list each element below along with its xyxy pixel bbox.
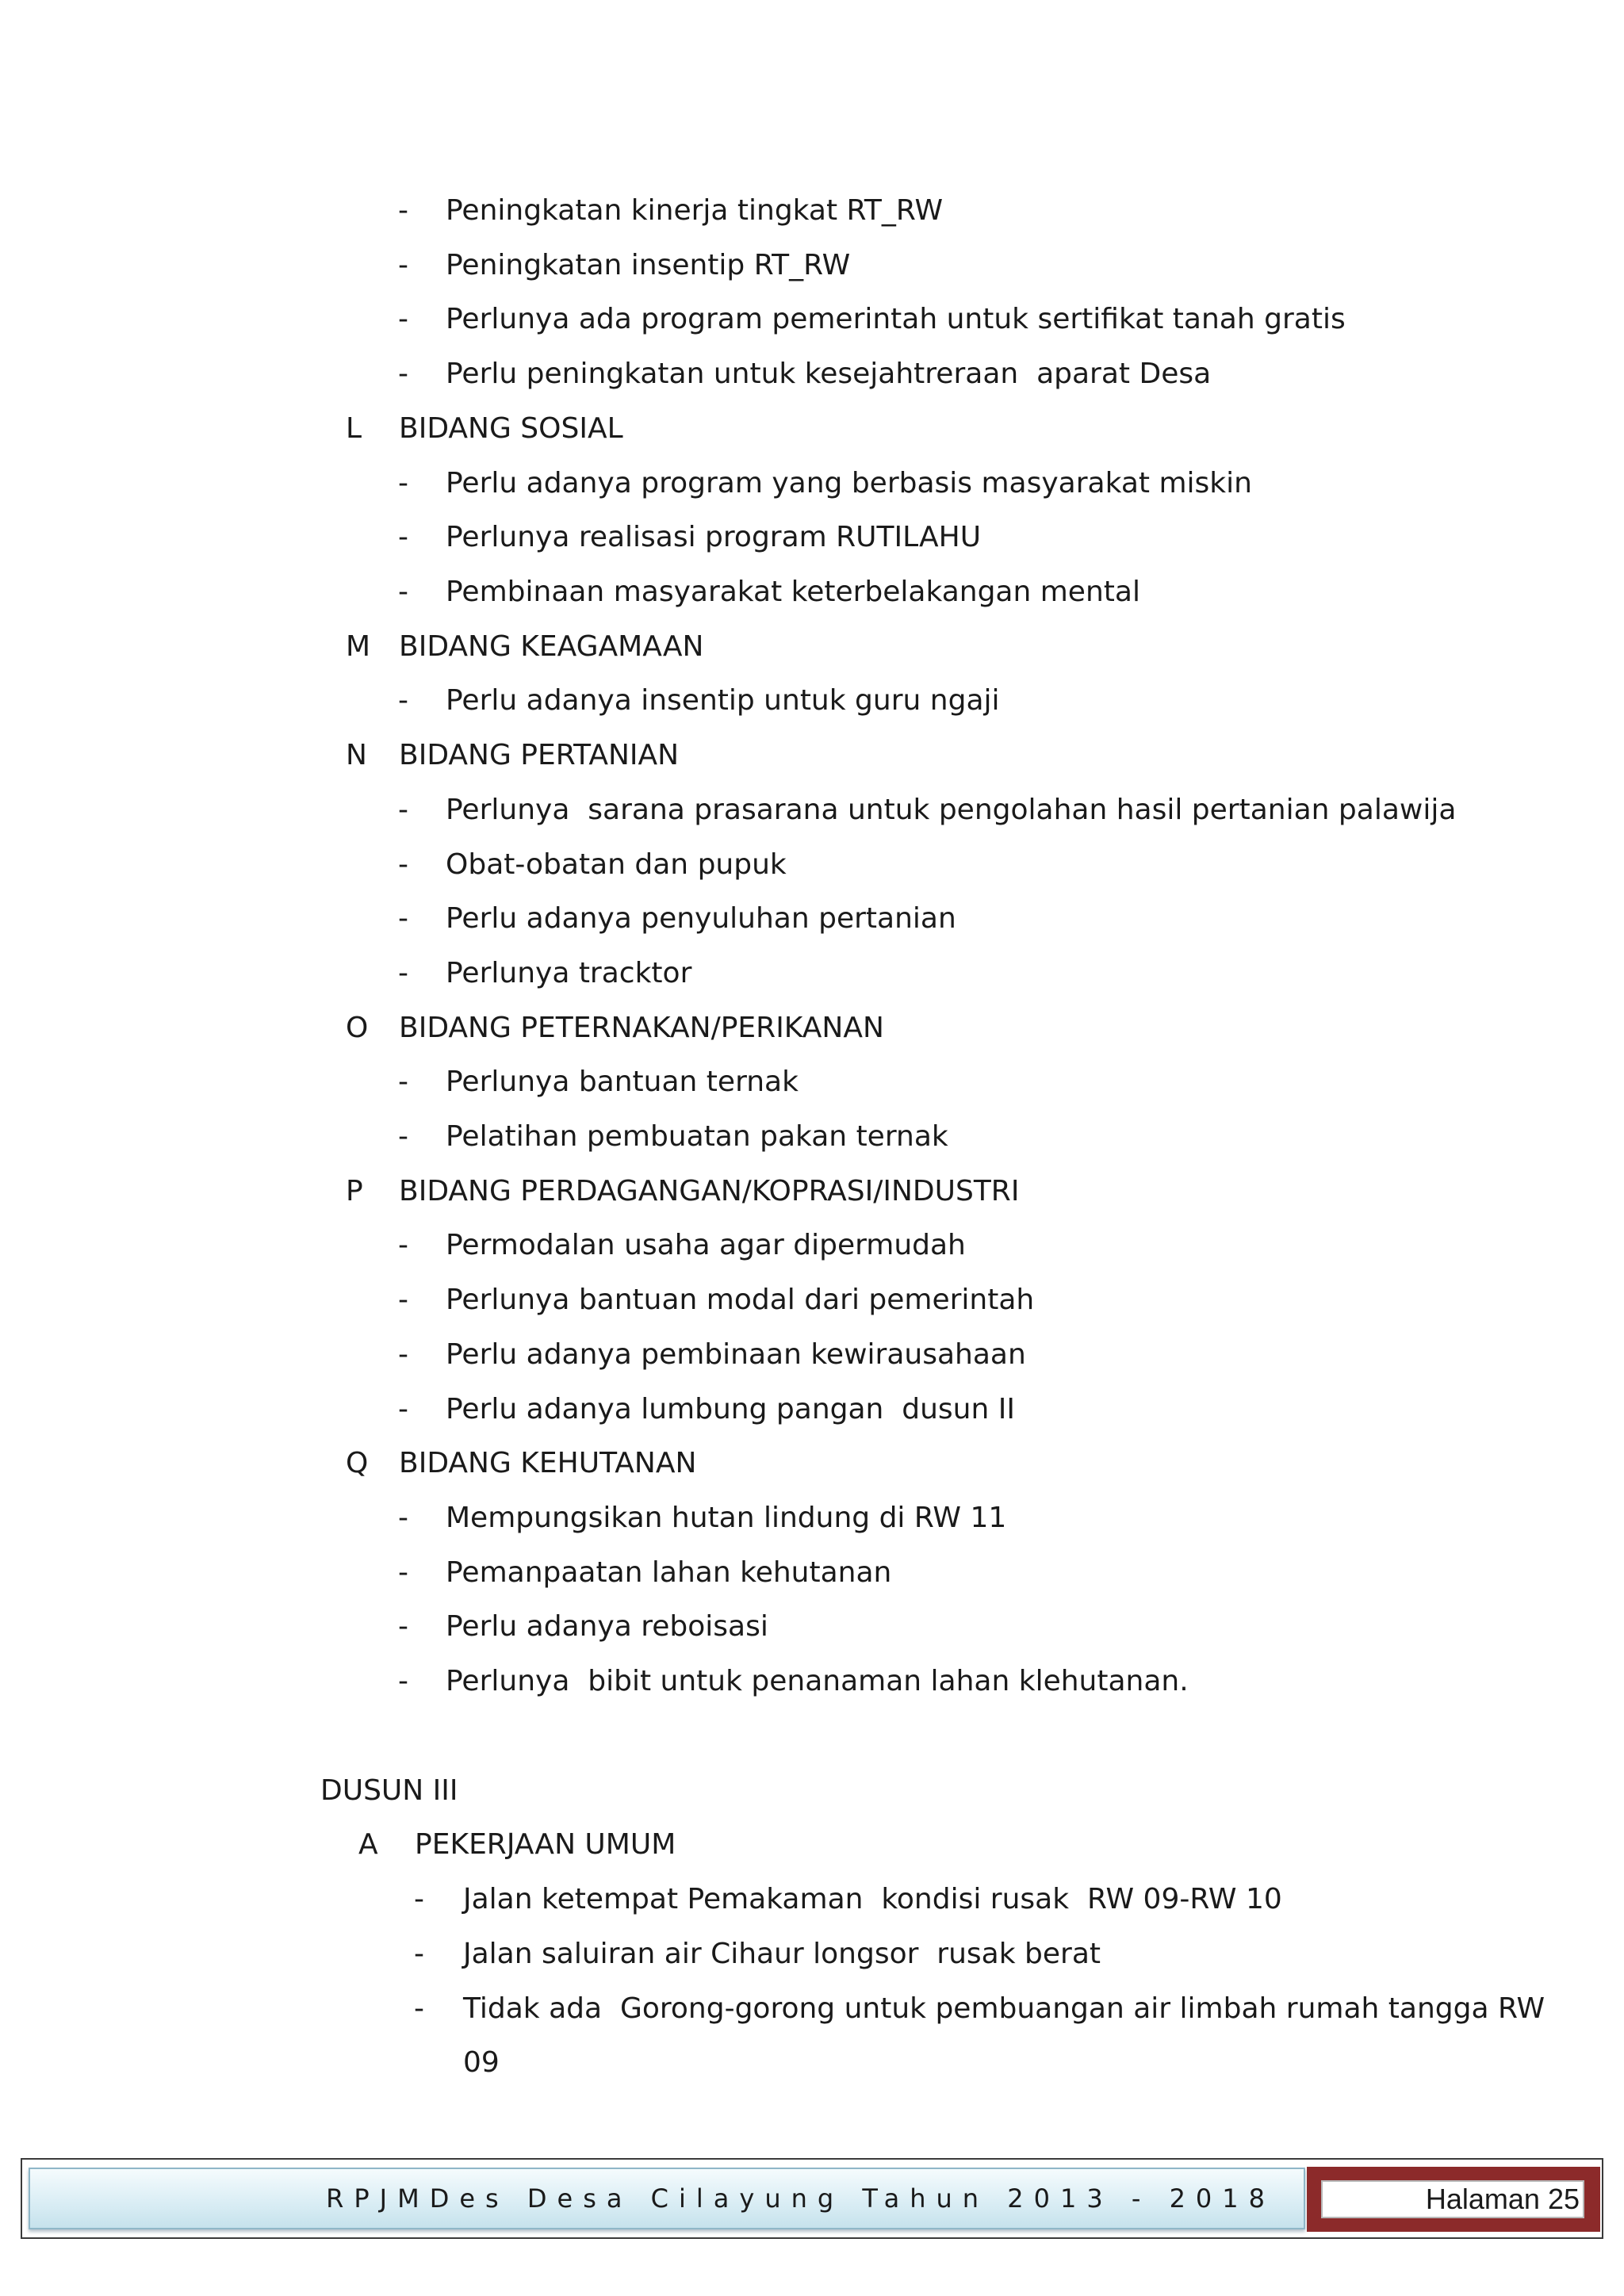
page-number: Halaman 25 xyxy=(1425,2183,1580,2215)
section-letter: M xyxy=(346,630,371,663)
section-letter: A xyxy=(358,1828,378,1861)
list-item: Pelatihan pembuatan pakan ternak xyxy=(446,1120,948,1153)
list-bullet-dash: - xyxy=(398,249,408,281)
list-bullet-dash: - xyxy=(398,848,408,881)
list-bullet-dash: - xyxy=(398,1338,408,1371)
list-item: Jalan saluiran air Cihaur longsor rusak berat xyxy=(463,1938,1101,1970)
section-letter: L xyxy=(346,412,362,445)
list-item: Jalan ketempat Pemakaman kondisi rusak RW 09-RW 10 xyxy=(463,1883,1282,1915)
section-heading: BIDANG PERDAGANGAN/KOPRASI/INDUSTRI xyxy=(399,1175,1020,1207)
section-letter: P xyxy=(346,1175,363,1207)
section-letter: N xyxy=(346,739,367,771)
list-item: Perlunya realisasi program RUTILAHU xyxy=(446,521,982,553)
list-bullet-dash: - xyxy=(398,957,408,989)
list-item: Permodalan usaha agar dipermudah xyxy=(446,1229,966,1261)
list-item: Peningkatan kinerja tingkat RT_RW xyxy=(446,194,944,227)
list-item-continuation: 09 xyxy=(463,2046,500,2079)
section-heading: BIDANG PERTANIAN xyxy=(399,739,680,771)
list-item: Perlunya bantuan ternak xyxy=(446,1066,799,1098)
list-item: Perlu adanya reboisasi xyxy=(446,1610,768,1643)
list-bullet-dash: - xyxy=(398,576,408,608)
list-item: Perlunya ada program pemerintah untuk sertifikat tanah gratis xyxy=(446,303,1346,335)
list-bullet-dash: - xyxy=(398,684,408,717)
list-bullet-dash: - xyxy=(398,1229,408,1261)
list-bullet-dash: - xyxy=(398,467,408,499)
list-bullet-dash: - xyxy=(398,1556,408,1589)
list-item: Perlunya bantuan modal dari pemerintah xyxy=(446,1284,1035,1316)
list-bullet-dash: - xyxy=(398,194,408,227)
list-item: Pembinaan masyarakat keterbelakangan mental xyxy=(446,576,1140,608)
list-item: Mempungsikan hutan lindung di RW 11 xyxy=(446,1502,1007,1534)
list-item: Obat-obatan dan pupuk xyxy=(446,848,787,881)
list-bullet-dash: - xyxy=(398,794,408,826)
dusun-heading: DUSUN III xyxy=(320,1774,458,1807)
list-bullet-dash: - xyxy=(398,1665,408,1697)
section-heading: BIDANG KEHUTANAN xyxy=(399,1447,697,1479)
list-bullet-dash: - xyxy=(398,1610,408,1643)
list-bullet-dash: - xyxy=(414,1938,424,1970)
list-item: Pemanpaatan lahan kehutanan xyxy=(446,1556,892,1589)
list-bullet-dash: - xyxy=(398,1284,408,1316)
list-item: Perlu adanya program yang berbasis masyarakat miskin xyxy=(446,467,1252,499)
section-heading: BIDANG PETERNAKAN/PERIKANAN xyxy=(399,1012,884,1044)
list-item: Perlu peningkatan untuk kesejahtreraan aparat Desa xyxy=(446,358,1212,390)
section-heading: BIDANG KEAGAMAAN xyxy=(399,630,704,663)
list-item: Perlu adanya insentip untuk guru ngaji xyxy=(446,684,1000,717)
list-item: Perlu adanya pembinaan kewirausahaan xyxy=(446,1338,1026,1371)
list-bullet-dash: - xyxy=(398,902,408,935)
list-bullet-dash: - xyxy=(414,1992,424,2025)
list-bullet-dash: - xyxy=(398,1502,408,1534)
list-bullet-dash: - xyxy=(414,1883,424,1915)
list-item: Perlu adanya penyuluhan pertanian xyxy=(446,902,956,935)
list-bullet-dash: - xyxy=(398,303,408,335)
footer-title: RPJMDes Desa Cilayung Tahun 2013 - 2018 xyxy=(326,2183,1275,2214)
section-letter: Q xyxy=(346,1447,369,1479)
list-item: Perlunya sarana prasarana untuk pengolahan hasil pertanian palawija xyxy=(446,794,1457,826)
list-item: Perlunya bibit untuk penanaman lahan klehutanan. xyxy=(446,1665,1189,1697)
section-letter: O xyxy=(346,1012,369,1044)
section-heading: BIDANG SOSIAL xyxy=(399,412,623,445)
list-bullet-dash: - xyxy=(398,358,408,390)
list-item: Perlu adanya lumbung pangan dusun II xyxy=(446,1393,1015,1425)
list-bullet-dash: - xyxy=(398,1120,408,1153)
list-item: Perlunya tracktor xyxy=(446,957,692,989)
list-bullet-dash: - xyxy=(398,1066,408,1098)
list-item: Tidak ada Gorong-gorong untuk pembuangan air limbah rumah tangga RW xyxy=(463,1992,1545,2025)
list-bullet-dash: - xyxy=(398,521,408,553)
list-item: Peningkatan insentip RT_RW xyxy=(446,249,851,281)
section-heading: PEKERJAAN UMUM xyxy=(415,1828,676,1861)
list-bullet-dash: - xyxy=(398,1393,408,1425)
